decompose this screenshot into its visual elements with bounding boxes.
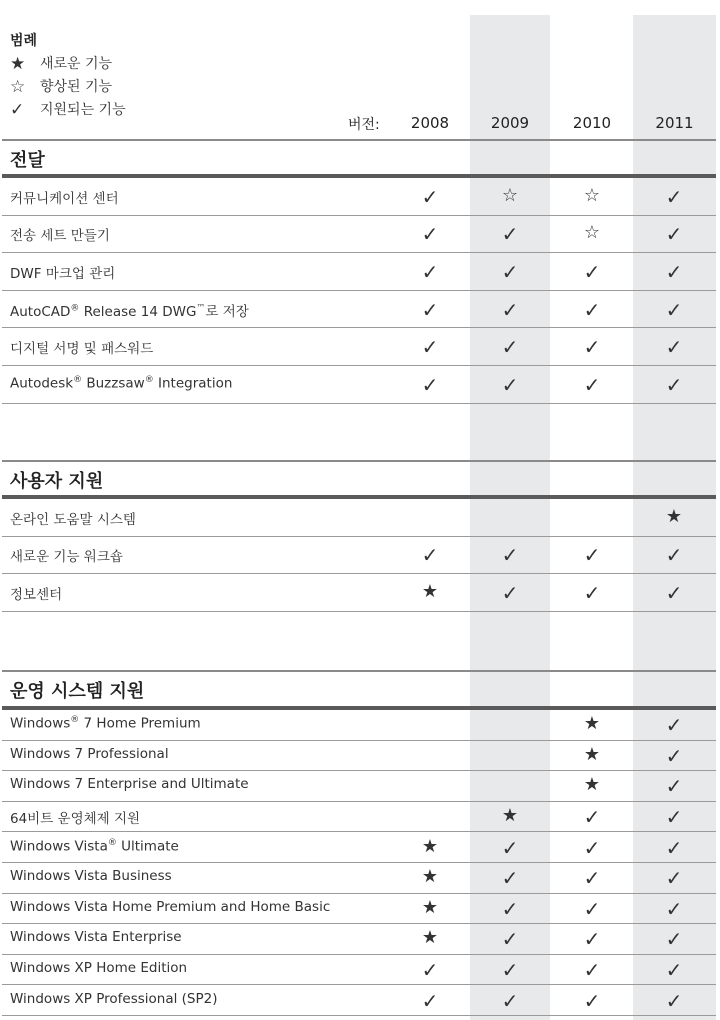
year-header-2010: 2010 [572, 114, 612, 132]
checkmark-icon: ✓ [583, 259, 601, 284]
year-header-2008: 2008 [410, 114, 450, 132]
feature-label: 온라인 도움말 시스템 [10, 511, 136, 528]
checkmark-icon: ✓ [665, 927, 683, 952]
legend-label-supported: 지원되는 기능 [40, 102, 126, 118]
section-title: 전달 [10, 150, 45, 171]
feature-label: Windows 7 Professional [10, 745, 169, 762]
feature-label: Windows Vista Home Premium and Home Basic [10, 898, 331, 915]
checkmark-icon: ✓ [501, 222, 519, 247]
feature-label: DWF 마크업 관리 [10, 265, 116, 282]
checkmark-icon: ✓ [665, 774, 683, 799]
checkmark-icon: ✓ [665, 222, 683, 247]
checkmark-icon: ✓ [665, 958, 683, 983]
table-row [2, 216, 716, 254]
checkmark-icon: ✓ [421, 958, 439, 983]
checkmark-icon: ✓ [665, 805, 683, 830]
feature-label: 전송 세트 만들기 [10, 228, 110, 245]
checkmark-icon: ✓ [665, 988, 683, 1013]
checkmark-icon: ✓ [665, 743, 683, 768]
checkmark-icon: ✓ [501, 335, 519, 360]
checkmark-icon: ✓ [665, 259, 683, 284]
checkmark-icon: ✓ [501, 259, 519, 284]
checkmark-icon: ✓ [501, 372, 519, 397]
table-row [2, 710, 716, 741]
checkmark-icon: ✓ [583, 805, 601, 830]
legend [10, 30, 126, 122]
filled-star-icon: ★ [583, 713, 601, 735]
checkmark-icon: ✓ [665, 896, 683, 921]
checkmark-icon: ✓ [665, 866, 683, 891]
checkmark-icon: ✓ [421, 988, 439, 1013]
legend-title: 범례 [10, 33, 38, 49]
filled-star-icon: ★ [421, 896, 439, 918]
table-row [2, 574, 716, 612]
filled-star-icon: ★ [501, 805, 519, 827]
table-row [2, 894, 716, 925]
checkmark-icon: ✓ [665, 835, 683, 860]
checkmark-icon: ✓ [10, 100, 25, 120]
feature-label: AutoCAD® Release 14 DWG™로 저장 [10, 303, 249, 320]
table-row [2, 863, 716, 894]
legend-row-improved [10, 76, 126, 99]
legend-label-new: 새로운 기능 [40, 56, 113, 72]
feature-label: 정보센터 [10, 586, 63, 603]
checkmark-icon: ✓ [583, 958, 601, 983]
feature-label: 디지털 서명 및 패스워드 [10, 341, 154, 358]
feature-label: Windows Vista® Ultimate [10, 837, 179, 855]
checkmark-icon: ✓ [583, 297, 601, 322]
checkmark-icon: ✓ [583, 927, 601, 952]
checkmark-icon: ✓ [583, 988, 601, 1013]
filled-star-icon: ★ [421, 835, 439, 857]
checkmark-icon: ✓ [421, 184, 439, 209]
feature-label: Windows 7 Enterprise and Ultimate [10, 776, 249, 793]
row-divider [2, 1015, 716, 1016]
checkmark-icon: ✓ [501, 958, 519, 983]
year-header-2009: 2009 [490, 114, 530, 132]
checkmark-icon: ✓ [583, 835, 601, 860]
checkmark-icon: ✓ [421, 335, 439, 360]
section-header [2, 670, 716, 710]
section-header [2, 460, 716, 499]
table-row [2, 499, 716, 537]
filled-star-icon: ★ [583, 774, 601, 796]
filled-star-icon: ★ [421, 866, 439, 888]
table-row [2, 741, 716, 772]
checkmark-icon: ✓ [583, 372, 601, 397]
checkmark-icon: ✓ [665, 543, 683, 568]
outline-star-icon: ☆ [583, 184, 601, 206]
checkmark-icon: ✓ [501, 896, 519, 921]
table-row [2, 771, 716, 802]
table-row [2, 985, 716, 1016]
checkmark-icon: ✓ [583, 335, 601, 360]
checkmark-icon: ✓ [421, 297, 439, 322]
filled-star-icon: ★ [583, 743, 601, 765]
table-row [2, 366, 716, 404]
legend-row-new [10, 53, 126, 76]
version-label: 버전: [348, 117, 380, 133]
row-divider [2, 611, 716, 612]
feature-label: Windows XP Professional (SP2) [10, 990, 218, 1007]
checkmark-icon: ✓ [665, 297, 683, 322]
table-row [2, 253, 716, 291]
filled-star-icon: ★ [421, 927, 439, 949]
feature-label: 64비트 운영체제 지원 [10, 811, 141, 828]
table-row [2, 802, 716, 833]
feature-label: Windows Vista Enterprise [10, 929, 182, 946]
section-top-rule [2, 460, 716, 462]
feature-label: 커뮤니케이션 센터 [10, 190, 119, 207]
section-title: 사용자 지원 [10, 471, 104, 492]
section-header [2, 139, 716, 178]
filled-star-icon: ★ [421, 580, 439, 602]
checkmark-icon: ✓ [501, 835, 519, 860]
checkmark-icon: ✓ [583, 866, 601, 891]
table-row [2, 832, 716, 863]
feature-label: Windows® 7 Home Premium [10, 715, 201, 732]
checkmark-icon: ✓ [421, 543, 439, 568]
outline-star-icon: ☆ [10, 77, 26, 97]
outline-star-icon: ☆ [583, 222, 601, 244]
checkmark-icon: ✓ [421, 259, 439, 284]
feature-label: 새로운 기능 워크숍 [10, 549, 123, 566]
feature-label: Autodesk® Buzzsaw® Integration [10, 374, 233, 392]
checkmark-icon: ✓ [583, 896, 601, 921]
feature-label: Windows Vista Business [10, 868, 172, 885]
legend-label-improved: 향상된 기능 [40, 79, 113, 95]
feature-label: Windows XP Home Edition [10, 960, 188, 977]
table-row [2, 291, 716, 329]
checkmark-icon: ✓ [665, 184, 683, 209]
checkmark-icon: ✓ [665, 713, 683, 738]
checkmark-icon: ✓ [665, 372, 683, 397]
checkmark-icon: ✓ [421, 222, 439, 247]
filled-star-icon: ★ [10, 54, 26, 74]
row-divider [2, 403, 716, 404]
outline-star-icon: ☆ [501, 184, 519, 206]
checkmark-icon: ✓ [583, 580, 601, 605]
table-row [2, 537, 716, 575]
year-header-2011: 2011 [655, 114, 694, 132]
checkmark-icon: ✓ [501, 297, 519, 322]
section-title: 운영 시스템 지원 [10, 681, 145, 702]
table-row [2, 955, 716, 986]
checkmark-icon: ✓ [501, 580, 519, 605]
filled-star-icon: ★ [665, 505, 683, 527]
checkmark-icon: ✓ [501, 988, 519, 1013]
checkmark-icon: ✓ [665, 335, 683, 360]
checkmark-icon: ✓ [583, 543, 601, 568]
table-row [2, 328, 716, 366]
checkmark-icon: ✓ [501, 866, 519, 891]
checkmark-icon: ✓ [501, 543, 519, 568]
legend-row-supported [10, 99, 126, 122]
section-top-rule [2, 139, 716, 141]
checkmark-icon: ✓ [501, 927, 519, 952]
checkmark-icon: ✓ [421, 372, 439, 397]
checkmark-icon: ✓ [665, 580, 683, 605]
table-row [2, 178, 716, 216]
section-top-rule [2, 670, 716, 672]
table-row [2, 924, 716, 955]
